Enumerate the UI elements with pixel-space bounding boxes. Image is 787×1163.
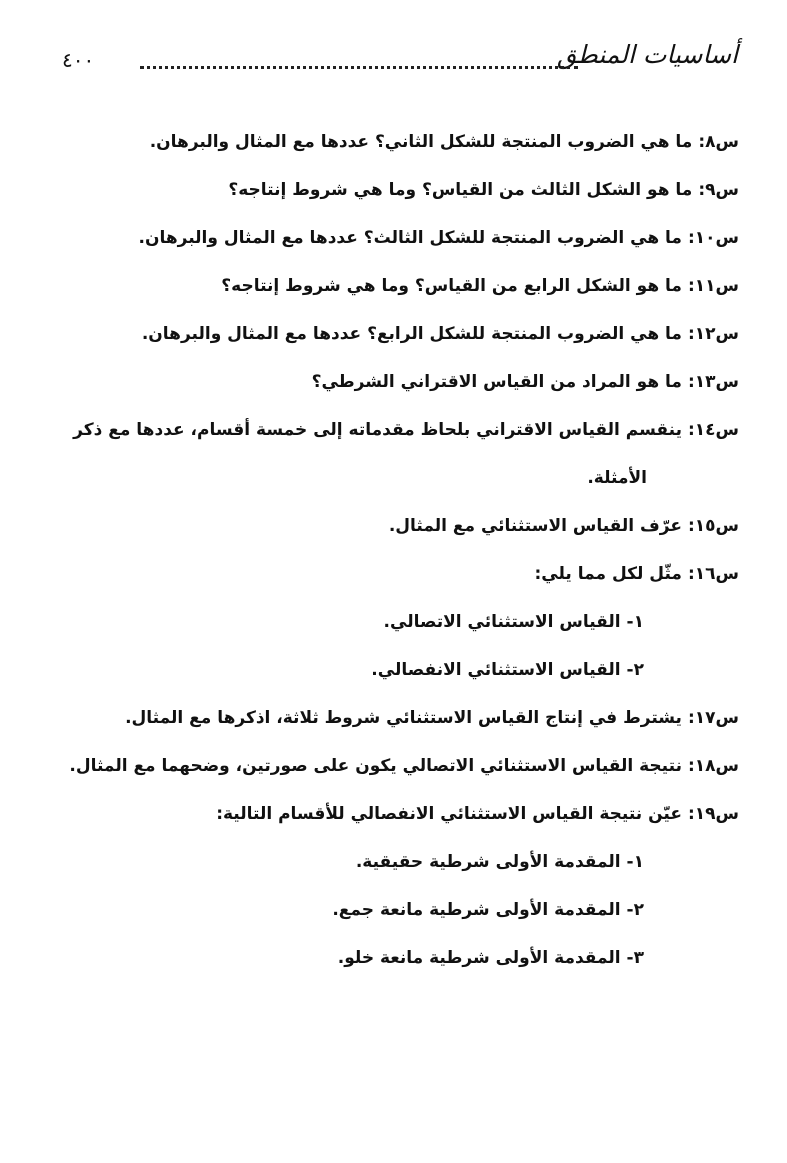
questions-list: [38, 118, 739, 982]
question-number: س١٥:: [687, 516, 739, 536]
question-number: س١٩:: [687, 804, 739, 824]
question-text: ما هي الضروب المنتجة للشكل الثاني؟ عددها مع المثال والبرهان.: [149, 132, 693, 152]
page-number: ٤٠٠: [62, 48, 95, 72]
question-15: [38, 502, 739, 550]
question-18: [38, 742, 739, 790]
question-16: [38, 550, 739, 598]
question-number: س١٤:: [687, 420, 739, 440]
question-number: س١٠:: [687, 228, 739, 248]
question-9: [38, 166, 739, 214]
question-text-continuation: الأمثلة.: [587, 468, 647, 488]
question-number: س٨:: [698, 132, 739, 152]
header-dotted-leader: [140, 66, 578, 69]
question-text: ينقسم القياس الاقتراني بلحاظ مقدماته إلى خمسة أقسام، عددها مع ذكر: [73, 420, 682, 440]
question-text: عرّف القياس الاستثنائي مع المثال.: [388, 516, 682, 536]
question-19: [38, 790, 739, 838]
q16-item-2: ٢- القياس الاستثنائي الانفصالي.: [371, 660, 644, 680]
question-number: س١٣:: [687, 372, 739, 392]
question-text: ما هي الضروب المنتجة للشكل الثالث؟ عددها مع المثال والبرهان.: [138, 228, 682, 248]
question-text: نتيجة القياس الاستثنائي الاتصالي يكون على صورتين، وضحهما مع المثال.: [69, 756, 682, 776]
question-text: ما هو المراد من القياس الاقتراني الشرطي؟: [311, 372, 682, 392]
question-text: يشترط في إنتاج القياس الاستثنائي شروط ثلاثة، اذكرها مع المثال.: [125, 708, 682, 728]
question-17: [38, 694, 739, 742]
book-title: أساسيات المنطق: [556, 40, 738, 69]
question-number: س١١:: [687, 276, 739, 296]
question-14: [38, 406, 739, 502]
question-text: مثّل لكل مما يلي:: [534, 564, 682, 584]
question-8: [38, 118, 739, 166]
question-11: [38, 262, 739, 310]
question-text: ما هي الضروب المنتجة للشكل الرابع؟ عددها مع المثال والبرهان.: [141, 324, 682, 344]
question-number: س١٧:: [687, 708, 739, 728]
q16-item-1: ١- القياس الاستثنائي الاتصالي.: [383, 612, 644, 632]
question-text: ما هو الشكل الرابع من القياس؟ وما هي شروط إنتاجه؟: [221, 276, 682, 296]
question-10: [38, 214, 739, 262]
running-header: [62, 38, 738, 88]
question-number: س١٨:: [687, 756, 739, 776]
question-number: س١٢:: [687, 324, 739, 344]
question-text: عيّن نتيجة القياس الاستثنائي الانفصالي للأقسام التالية:: [216, 804, 682, 824]
q19-item-1: ١- المقدمة الأولى شرطية حقيقية.: [355, 852, 644, 872]
question-text: ما هو الشكل الثالث من القياس؟ وما هي شروط إنتاجه؟: [228, 180, 693, 200]
q19-item-3: ٣- المقدمة الأولى شرطية مانعة خلو.: [337, 948, 644, 968]
question-12: [38, 310, 739, 358]
question-13: [38, 358, 739, 406]
question-number: س٩:: [698, 180, 739, 200]
question-number: س١٦:: [687, 564, 739, 584]
q19-item-2: ٢- المقدمة الأولى شرطية مانعة جمع.: [332, 900, 644, 920]
